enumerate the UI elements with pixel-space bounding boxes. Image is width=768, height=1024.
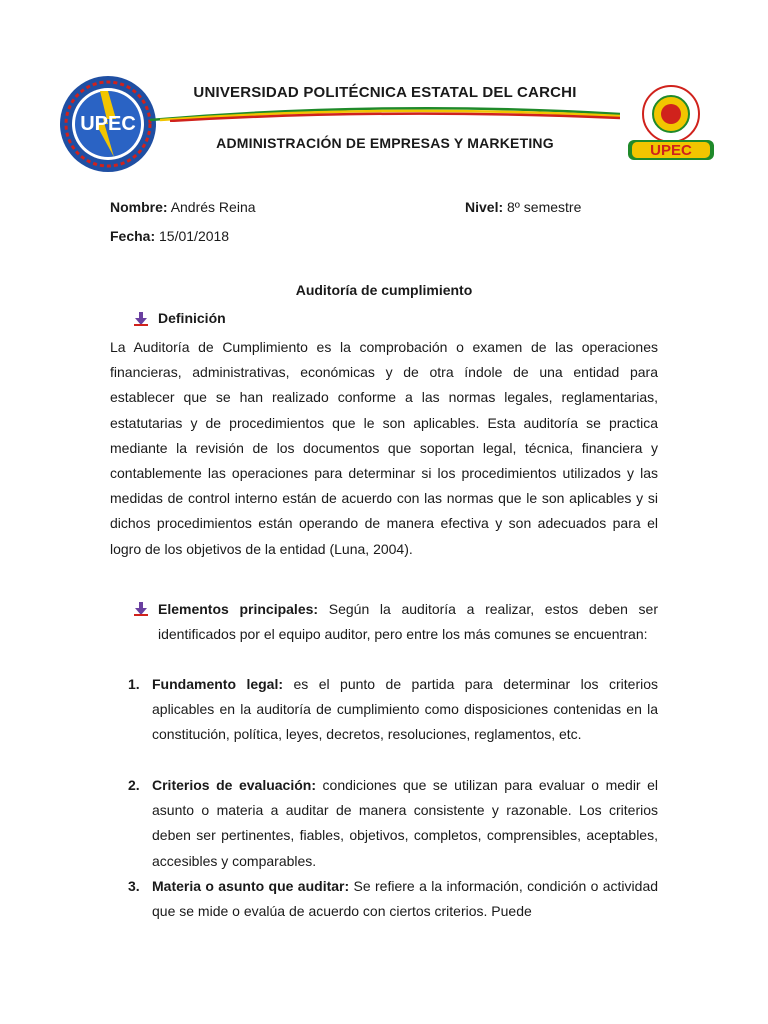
faculty-logo-icon (58, 74, 158, 174)
university-title: UNIVERSIDAD POLITÉCNICA ESTATAL DEL CARCHI (193, 84, 577, 101)
student-level (465, 199, 581, 215)
list-item: 2. Criterios de evaluación: condiciones que se utilizan para evaluar o medir el asunto o materia a auditar de manera consistente y razonable. Los criterios deben ser pertinentes, fiables, objetivos, completos, comprensibles, aceptables, accesibles y comparables. (128, 777, 659, 869)
date-label: Fecha: (110, 228, 156, 244)
definition-paragraph: La Auditoría de Cumplimiento es la comprobación o examen de las operaciones financieras, administrativas, económicas y de otra índole de una entidad para establecer que se han realizado conforme a las normas legales, reglamentarias, estatutarias y de procedimientos que le son aplicables. Esta auditoría se practica mediante la revisión de los documentos que soportan legal, técnica, financiera y contablemente las operaciones para determinar si los procedimientos utilizados y las medidas de control interno están de acuerdo con las normas que le son aplicables y si dichos procedimientos están operando de manera efectiva y son adecuados para el logro de los objetivos de la entidad (Luna, 2004). (110, 339, 658, 557)
list-item: 3. Materia o asunto que auditar: Se refiere a la información, condición o actividad que se mide o evalúa de acuerdo con ciertos criterios. Puede (128, 878, 659, 920)
svg-text:UPEC: UPEC (650, 142, 692, 159)
document-title: Auditoría de cumplimiento (295, 282, 473, 298)
bullet-arrow-icon (134, 312, 148, 326)
elements-label: Elementos principales: (158, 601, 319, 617)
name-value: Andrés Reina (170, 199, 256, 215)
date-value: 15/01/2018 (159, 228, 230, 244)
document-date (110, 228, 229, 244)
bullet-arrow-icon (134, 602, 148, 616)
definition-heading: Definición (134, 310, 226, 326)
header-stripes (150, 104, 620, 122)
student-name (110, 199, 256, 215)
level-value: 8º semestre (507, 199, 582, 215)
elements-text: Según la auditoría a realizar, estos deben ser identificados por el equipo auditor, pero entre los más comunes se encuentran: (158, 601, 658, 643)
list-item: 1. Fundamento legal: es el punto de partida para determinar los criterios aplicables en la auditoría de cumplimiento como disposiciones contenidas en la constitución, política, leyes, decretos, resoluciones, reglamentos, etc. (128, 676, 658, 743)
name-label: Nombre: (110, 199, 168, 215)
level-label: Nivel: (465, 199, 504, 215)
university-seal-icon (624, 84, 718, 162)
elements-heading (134, 597, 658, 647)
program-title: ADMINISTRACIÓN DE EMPRESAS Y MARKETING (216, 135, 554, 151)
svg-text:UPEC: UPEC (80, 113, 136, 135)
